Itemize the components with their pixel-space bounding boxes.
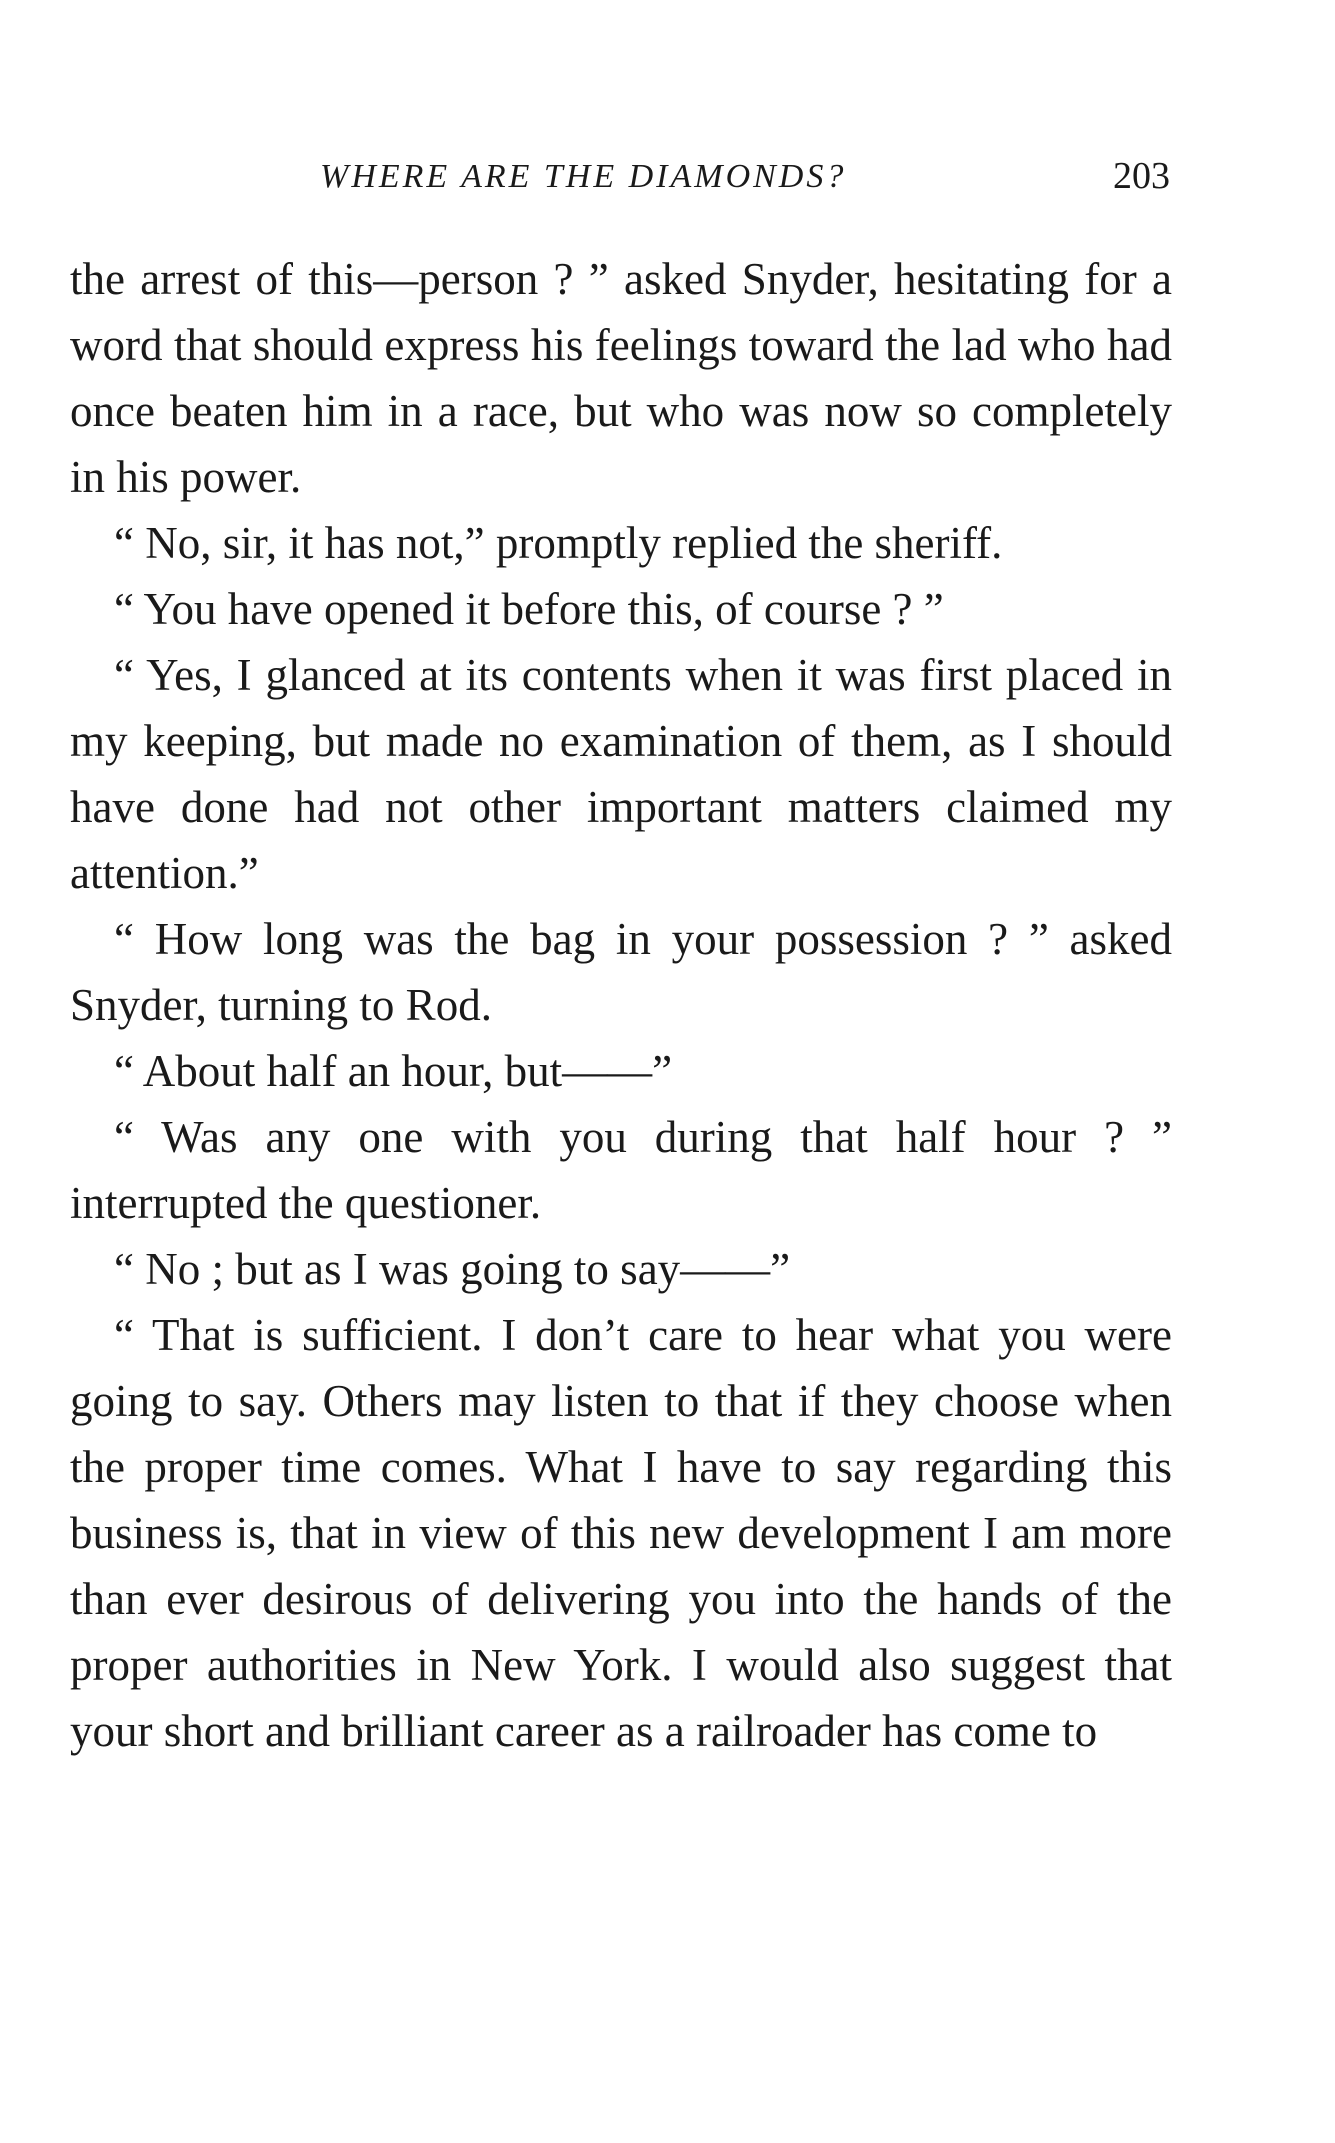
paragraph: “ Yes, I glanced at its contents when it was first placed in my keeping, but made no examination of them, as I should have done had not other important matters claimed my attention.”	[70, 650, 1172, 898]
paragraph-continuation: the arrest of this—person ? ” asked Snyder, hesitating for a word that should express his feelings toward the lad who had once beaten him in a race, but who was now so completely in his power.	[70, 254, 1172, 502]
paragraph: “ No, sir, it has not,” promptly replied the sheriff.	[114, 518, 1003, 568]
running-title: WHERE ARE THE DIAMONDS?	[320, 158, 847, 195]
paragraph: “ Was any one with you during that half hour ? ” interrupted the questioner.	[70, 1112, 1172, 1228]
paragraph: “ About half an hour, but——”	[114, 1046, 673, 1096]
paragraph: “ How long was the bag in your possession ? ” asked Snyder, turning to Rod.	[70, 914, 1172, 1030]
paragraph: “ You have opened it before this, of course ? ”	[114, 584, 944, 634]
paragraph: “ No ; but as I was going to say——”	[114, 1244, 791, 1294]
running-head	[70, 155, 1170, 206]
paragraph: “ That is sufficient. I don’t care to hear what you were going to say. Others may listen to that if they choose when the proper time comes. What I have to say regarding this business is, that in view of this new development I am more than ever desirous of delivering you into the hands of the proper authorities in New York. I would also suggest that your short and brilliant career as a railroader has come to	[70, 1310, 1172, 1756]
page-number: 203	[1113, 155, 1170, 197]
body-text	[70, 246, 1172, 1764]
